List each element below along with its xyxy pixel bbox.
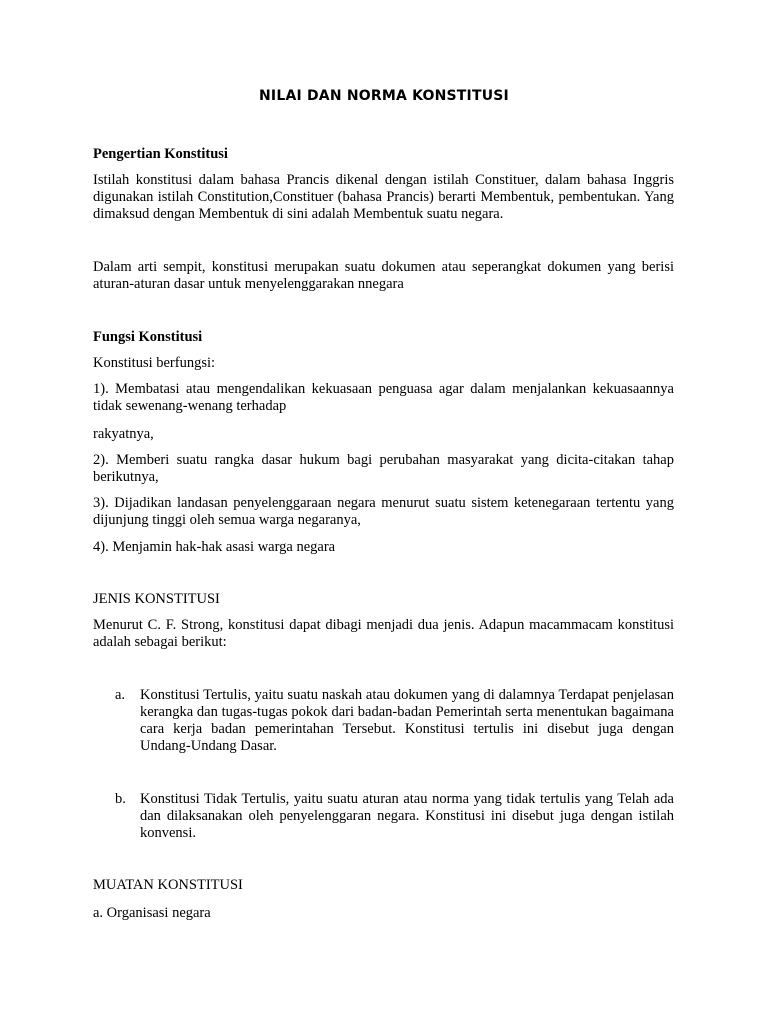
jenis-item-b-text: Konstitusi Tidak Tertulis, yaitu suatu aturan atau norma yang tidak tertulis yang Telah ada dan dilaksanakan oleh penyelenggaran negara. Konstitusi ini disebut juga dengan istilah konvensi. [140, 791, 674, 841]
list-marker: b. [115, 791, 126, 807]
jenis-list-item-b [115, 791, 674, 842]
muatan-item-a: a. Organisasi negara [93, 905, 211, 921]
list-marker: a. [115, 687, 126, 703]
fungsi-item-3: 3). Dijadikan landasan penyelenggaraan negara menurut suatu sistem ketenegaraan tertentu yang dijunjung tinggi oleh semua warga negaranya, [93, 495, 674, 528]
heading-fungsi: Fungsi Konstitusi [93, 329, 203, 345]
heading-pengertian: Pengertian Konstitusi [93, 146, 228, 162]
fungsi-item-4: 4). Menjamin hak-hak asasi warga negara [93, 539, 336, 555]
paragraph-pengertian-1: Istilah konstitusi dalam bahasa Prancis dikenal dengan istilah Constituer, dalam bahasa Inggris digunakan istilah Constitution,Constituer (bahasa Prancis) berarti Membentuk, pembentukan. Yang dimaksud dengan Membentuk di sini adalah Membentuk suatu negara. [93, 172, 674, 222]
heading-jenis: JENIS KONSTITUSI [93, 591, 220, 607]
paragraph-pengertian-2: Dalam arti sempit, konstitusi merupakan suatu dokumen atau seperangkat dokumen yang berisi aturan-aturan dasar untuk menyelenggarakan nnegara [93, 259, 674, 292]
fungsi-intro: Konstitusi berfungsi: [93, 355, 216, 371]
jenis-list-item-a [115, 687, 674, 755]
jenis-item-a-text: Konstitusi Tertulis, yaitu suatu naskah atau dokumen yang di dalamnya Terdapat penjelasan kerangka dan tugas-tugas pokok dari badan-badan Pemerintah serta menentukan bagaimana cara kerja badan pemerintahan Tersebut. Konstitusi tertulis ini disebut juga dengan Undang-Undang Dasar. [140, 687, 674, 754]
heading-muatan: MUATAN KONSTITUSI [93, 877, 243, 893]
document-title: NILAI DAN NORMA KONSTITUSI [259, 88, 509, 104]
fungsi-item-1: 1). Membatasi atau mengendalikan kekuasaan penguasa agar dalam menjalankan kekuasaannya tidak sewenang-wenang terhadap [93, 381, 674, 414]
fungsi-item-1-continuation: rakyatnya, [93, 426, 154, 442]
fungsi-item-2: 2). Memberi suatu rangka dasar hukum bagi perubahan masyarakat yang dicita-citakan tahap berikutnya, [93, 452, 674, 485]
jenis-intro: Menurut C. F. Strong, konstitusi dapat dibagi menjadi dua jenis. Adapun macammacam konstitusi adalah sebagai berikut: [93, 617, 674, 650]
